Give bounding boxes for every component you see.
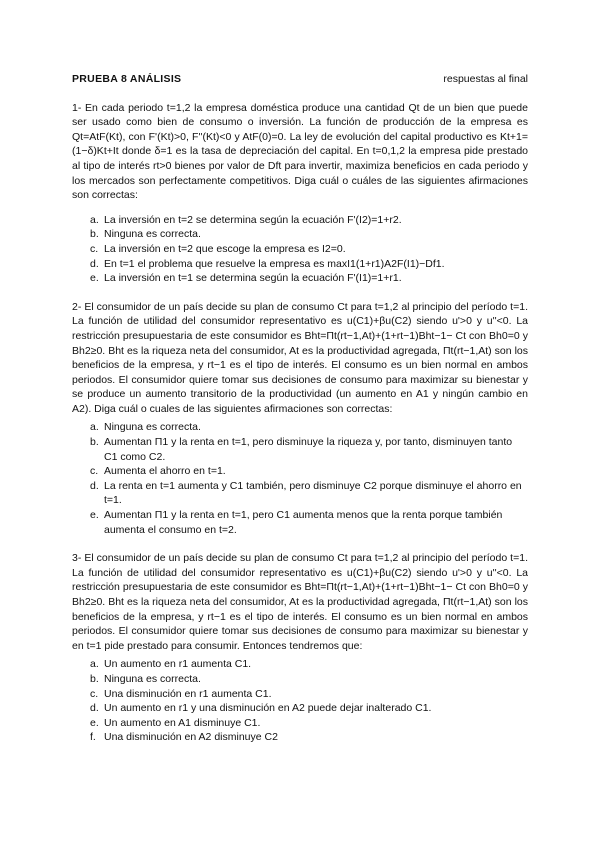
option-label: d. (90, 702, 99, 715)
option-label: e. (90, 716, 99, 729)
option-label: e. (90, 509, 99, 522)
option-item (72, 508, 528, 537)
option-list (72, 213, 528, 286)
option-item (72, 242, 528, 257)
option-item (72, 716, 528, 731)
option-item (72, 420, 528, 435)
option-item (72, 687, 528, 702)
option-text: Una disminución en A2 disminuye C2 (104, 731, 278, 744)
option-label: a. (90, 421, 99, 434)
option-label: b. (90, 228, 99, 241)
option-label: b. (90, 436, 99, 449)
option-item (72, 227, 528, 242)
question-3 (72, 551, 528, 745)
option-text: Un aumento en r1 y una disminución en A2 puede dejar inalterado C1. (104, 702, 432, 715)
option-item (72, 701, 528, 716)
option-text: Ninguna es correcta. (104, 228, 201, 241)
option-text: Un aumento en r1 aumenta C1. (104, 658, 252, 671)
option-label: c. (90, 687, 99, 700)
option-text: Aumentan Π1 y la renta en t=1, pero disminuye la riqueza y, por tanto, disminuyen tanto C1 como C2. (104, 436, 513, 463)
option-label: f. (90, 731, 96, 744)
option-text: Ninguna es correcta. (104, 672, 201, 685)
question-2 (72, 300, 528, 538)
option-text: La inversión en t=1 se determina según la ecuación F'(I1)=1+r1. (104, 272, 402, 285)
question-stem: 1- En cada periodo t=1,2 la empresa doméstica produce una cantidad Qt de un bien que puede ser usado como bien de consumo o inversión. La función de producción de la empresa es Qt=AtF(Kt), con F'(Kt)>0, F''(Kt)<0 y AtF(0)=0. La ley de evolución del capital productivo es Kt+1=(1−δ)Kt+It donde δ=1 es la tasa de depreciación del capital. En t=0,1,2 la empresa pide prestado al tipo de interés rt>0 bienes por valor de Dft para invertir, maximiza beneficios en cada periodo y los mercados son perfectamente competitivos. Diga cuál o cuáles de las siguientes afirmaciones son correctas: (72, 101, 528, 202)
option-item (72, 672, 528, 687)
option-item (72, 435, 528, 464)
option-item (72, 213, 528, 228)
option-text: Un aumento en A1 disminuye C1. (104, 716, 261, 729)
option-text: Una disminución en r1 aumenta C1. (104, 687, 272, 700)
option-label: d. (90, 479, 99, 492)
question-1 (72, 101, 528, 286)
option-label: c. (90, 465, 99, 478)
option-text: La inversión en t=2 que escoge la empresa es I2=0. (104, 242, 346, 255)
option-item (72, 730, 528, 745)
option-label: e. (90, 272, 99, 285)
exam-title: PRUEBA 8 ANÁLISIS (72, 73, 182, 85)
option-text: Aumentan Π1 y la renta en t=1, pero C1 aumenta menos que la renta porque también aumenta el consumo en t=2. (104, 509, 503, 536)
option-text: En t=1 el problema que resuelve la empresa es maxI1(1+r1)A2F(I1)−Df1. (104, 257, 445, 270)
option-text: La renta en t=1 aumenta y C1 también, pero disminuye C2 porque disminuye el ahorro en t=1. (104, 479, 522, 507)
answers-note: respuestas al final (443, 73, 528, 85)
option-item (72, 657, 528, 672)
option-item (72, 271, 528, 286)
option-item (72, 257, 528, 272)
option-label: d. (90, 257, 99, 270)
exam-page (72, 72, 528, 759)
question-stem: 2- El consumidor de un país decide su plan de consumo Ct para t=1,2 al principio del período t=1. La función de utilidad del consumidor representativo es u(C1)+βu(C2) siendo u'>0 y u''<0. La restricción presupuestaria de este consumidor es Bht=Πt(rt−1,At)+(1+rt−1)Bht−1− Ct con Bh0=0 y Bh2≥0. Bht es la riqueza neta del consumidor, At es la productividad agregada, Πt(rt−1,At) son los beneficios de la empresa, y rt−1 es el tipo de interés. El consumo es un bien normal en ambos periodos. El consumidor quiere tomar sus decisiones de consumo para maximizar su bienestar y se produce un aumento transitorio de la productividad (un aumento en A1 y ningún cambio en A2). Diga cuál o cuales de las siguientes afirmaciones son correctas: (72, 300, 528, 415)
page-header (72, 72, 528, 87)
option-label: a. (90, 658, 99, 671)
option-text: Aumenta el ahorro en t=1. (104, 465, 226, 478)
question-stem: 3- El consumidor de un país decide su plan de consumo Ct para t=1,2 al principio del período t=1. La función de utilidad del consumidor representativo es u(C1)+βu(C2) siendo u'>0 y u''<0. La restricción presupuestaria de este consumidor es Bht=Πt(rt−1,At)+(1+rt−1)Bht−1− Ct con Bh0=0 y Bh2≥0. Bht es la riqueza neta del consumidor, At es la productividad agregada, Πt(rt−1,At) son los beneficios de la empresa, y rt−1 es el tipo de interés. El consumo es un bien normal en ambos periodos. El consumidor quiere tomar sus decisiones de consumo para maximizar su bienestar y en t=1 pide prestado para consumir. Entonces tendremos que: (72, 552, 528, 652)
option-list (72, 420, 528, 537)
option-label: b. (90, 672, 99, 685)
option-list (72, 657, 528, 745)
option-item (72, 479, 528, 508)
option-label: c. (90, 242, 99, 255)
option-text: Ninguna es correcta. (104, 421, 201, 434)
option-text: La inversión en t=2 se determina según la ecuación F'(I2)=1+r2. (104, 213, 402, 226)
option-label: a. (90, 213, 99, 226)
option-item (72, 464, 528, 479)
